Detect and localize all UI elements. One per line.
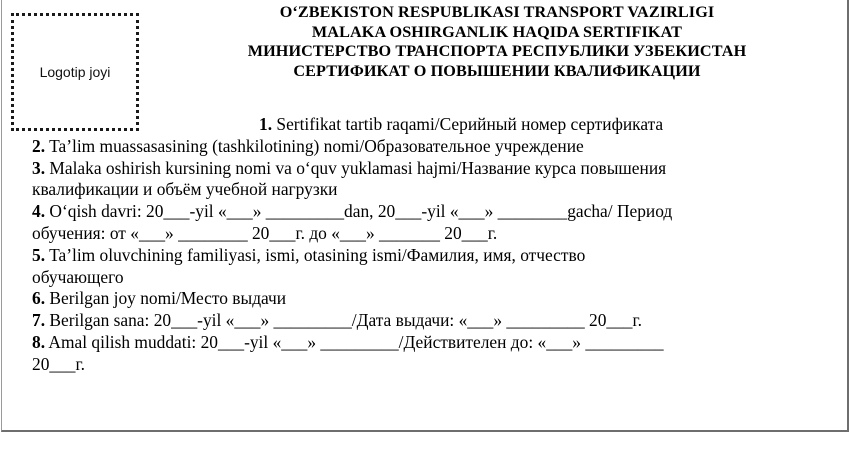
field-label: обучения: от «___» ________ 20___г. до «___» _______ 20___г. <box>32 222 498 243</box>
field-label: Ta’lim oluvchining familiyasi, ismi, otasining ismi/Фамилия, имя, отчество <box>45 244 586 265</box>
header-certificate-ru: СЕРТИФИКАТ О ПОВЫШЕНИИ КВАЛИФИКАЦИИ <box>293 61 701 80</box>
field-label: Berilgan joy nomi/Место выдачи <box>45 288 287 309</box>
field-number: 3. <box>32 157 46 178</box>
field-label: Malaka oshirish kursining nomi va o‘quv yuklamasi hajmi/Название курса повышения <box>45 157 667 178</box>
field-label: Amal qilish muddati: 20___-yil «___» _________/Действителен до: «___» _________ <box>45 331 664 352</box>
field-label: обучающего <box>32 266 124 287</box>
field-label: 20___г. <box>32 353 85 374</box>
certificate-frame <box>1 0 849 432</box>
field-study-period <box>32 201 840 223</box>
field-institution <box>32 136 840 158</box>
field-student-name-cont <box>32 267 840 289</box>
header-certificate-uz: MALAKA OSHIRGANLIK HAQIDA SERTIFIKAT <box>311 22 683 41</box>
field-number: 8. <box>32 331 46 352</box>
field-number: 5. <box>32 244 46 265</box>
field-issue-date <box>32 310 840 332</box>
field-study-period-cont <box>32 223 840 245</box>
header-ministry-ru: МИНИСТЕРСТВО ТРАНСПОРТА РЕСПУБЛИКИ УЗБЕКИСТАН <box>247 42 747 60</box>
field-label: O‘qish davri: 20___-yil «___» _________dan, 20___-yil «___» ________gacha/ Период <box>45 201 673 222</box>
field-serial-number <box>32 114 840 136</box>
field-label: квалификации и объём учебной нагрузки <box>32 179 338 200</box>
certificate-fields <box>32 114 840 376</box>
field-number: 2. <box>32 135 46 156</box>
field-number: 6. <box>32 288 46 309</box>
header-ministry-uz: O‘ZBEKISTON RESPUBLIKASI TRANSPORT VAZIRLIGI <box>279 3 715 21</box>
field-number: 4. <box>32 201 46 222</box>
field-label: Ta’lim muassasasining (tashkilotining) nomi/Образовательное учреждение <box>45 135 584 156</box>
field-validity-cont <box>32 354 840 376</box>
logo-placeholder-label: Logotip joyi <box>39 64 111 80</box>
field-course-name-cont <box>32 179 840 201</box>
field-label: Berilgan sana: 20___-yil «___» _________/Дата выдачи: «___» _________ 20___г. <box>45 310 643 331</box>
field-label: Sertifikat tartib raqami/Серийный номер сертификата <box>272 114 664 134</box>
field-student-name <box>32 245 840 267</box>
field-validity <box>32 332 840 354</box>
field-course-name <box>32 158 840 180</box>
certificate-header <box>152 3 842 81</box>
field-place-of-issue <box>32 288 840 310</box>
field-number: 1. <box>259 114 273 134</box>
field-number: 7. <box>32 310 46 331</box>
